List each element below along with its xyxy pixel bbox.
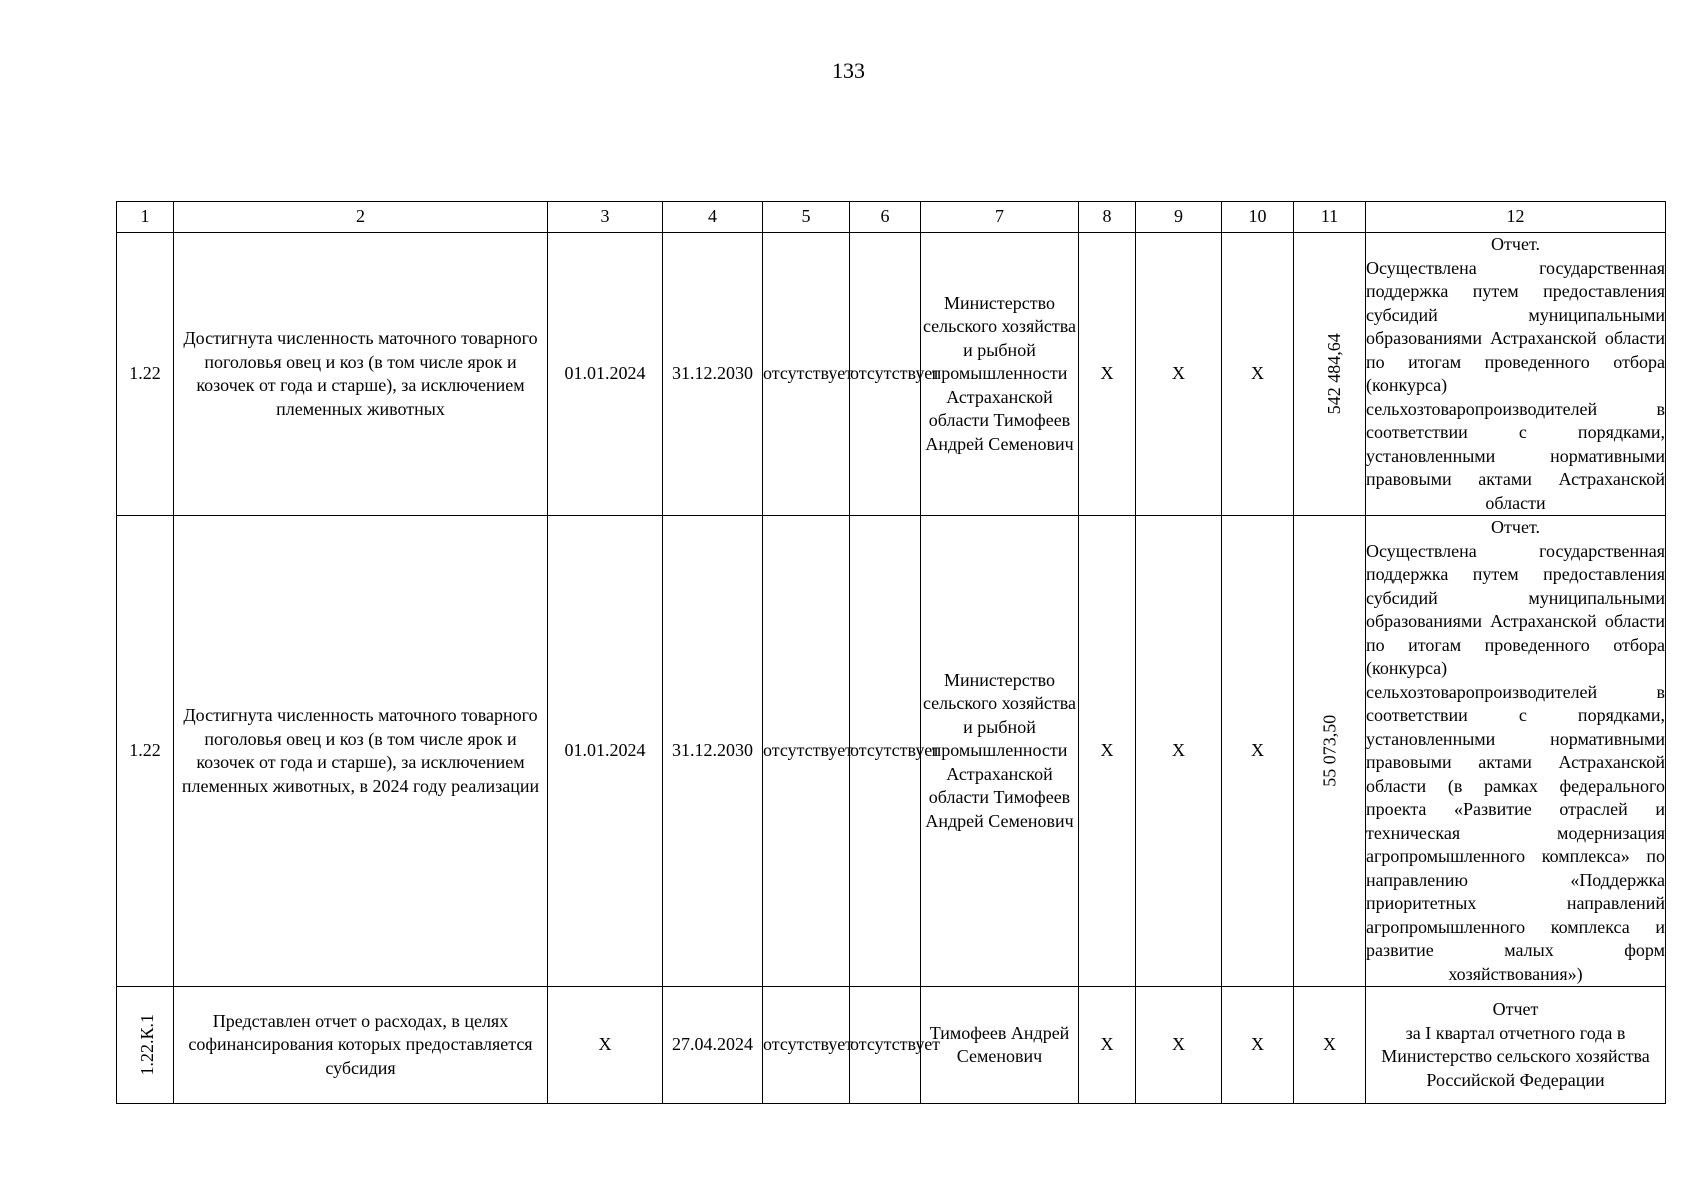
column-header: 12 [1366, 202, 1666, 233]
col5-value: отсутствует [763, 233, 850, 516]
col6-value: отсутствует [850, 987, 921, 1104]
col6-value: отсутствует [850, 233, 921, 516]
column-header: 3 [548, 202, 663, 233]
col8-value: Х [1079, 987, 1136, 1104]
start-date: Х [548, 987, 663, 1104]
start-date: 01.01.2024 [548, 233, 663, 516]
row-number: 1.22 [117, 516, 174, 987]
column-header: 1 [117, 202, 174, 233]
row-description: Достигнута численность маточного товарного поголовья овец и коз (в том числе ярок и козочек от года и старше), за исключением племенных животных, в 2024 году реализации [174, 516, 548, 987]
row-number: 1.22.К.1 [137, 1014, 158, 1076]
row-description: Представлен отчет о расходах, в целях софинансирования которых предоставляется субсидия [174, 987, 548, 1104]
column-header: 11 [1294, 202, 1366, 233]
start-date: 01.01.2024 [548, 516, 663, 987]
report-table [116, 201, 1666, 1104]
column-header: 9 [1136, 202, 1222, 233]
note-cell [1366, 233, 1666, 516]
amount-cell [1294, 233, 1366, 516]
col8-value: Х [1079, 516, 1136, 987]
row-number-cell [117, 987, 174, 1104]
table-row [117, 987, 1666, 1104]
amount: 55 073,50 [1319, 715, 1340, 787]
column-header: 2 [174, 202, 548, 233]
col5-value: отсутствует [763, 987, 850, 1104]
col8-value: Х [1079, 233, 1136, 516]
responsible: Министерство сельского хозяйства и рыбной промышленности Астраханской области Тимофеев Андрей Семенович [921, 233, 1079, 516]
table-row [117, 516, 1666, 987]
note-text: Осуществлена государственная поддержка путем предоставления субсидий муниципальными образованиями Астраханской области по итогам проведенного отбора (конкурса) сельхозтоваропроизводителей в соответствии с порядками, установленными нормативными правовыми актами Астраханской области [1366, 257, 1665, 513]
column-header: 10 [1222, 202, 1294, 233]
col6-value: отсутствует [850, 516, 921, 987]
end-date: 27.04.2024 [663, 987, 763, 1104]
note-title: Отчет. [1491, 234, 1540, 254]
column-header: 6 [850, 202, 921, 233]
column-header: 8 [1079, 202, 1136, 233]
col10-value: Х [1222, 987, 1294, 1104]
note-text: Осуществлена государственная поддержка путем предоставления субсидий муниципальными образованиями Астраханской области по итогам проведенного отбора (конкурса) сельхозтоваропроизводителей в соответствии с порядками, установленными нормативными правовыми актами Астраханской области (в рамках федерального проекта «Развитие отраслей и техническая модернизация агропромышленного комплекса» по направлению «Поддержка приоритетных направлений агропромышленного комплекса и развитие малых форм хозяйствования») [1366, 540, 1665, 984]
row-description: Достигнута численность маточного товарного поголовья овец и коз (в том числе ярок и козочек от года и старше), за исключением племенных животных [174, 233, 548, 516]
col9-value: Х [1136, 987, 1222, 1104]
col10-value: Х [1222, 233, 1294, 516]
responsible: Министерство сельского хозяйства и рыбной промышленности Астраханской области Тимофеев Андрей Семенович [921, 516, 1079, 987]
amount-cell [1294, 516, 1366, 987]
column-header: 5 [763, 202, 850, 233]
note-title: Отчет. [1491, 517, 1540, 537]
amount: 542 484,64 [1323, 333, 1344, 415]
col9-value: Х [1136, 233, 1222, 516]
note-cell [1366, 516, 1666, 987]
col11-value: Х [1294, 987, 1366, 1104]
end-date: 31.12.2030 [663, 516, 763, 987]
col10-value: Х [1222, 516, 1294, 987]
col9-value: Х [1136, 516, 1222, 987]
end-date: 31.12.2030 [663, 233, 763, 516]
column-header: 7 [921, 202, 1079, 233]
table-row [117, 233, 1666, 516]
row-number: 1.22 [117, 233, 174, 516]
page-number: 133 [832, 58, 865, 83]
note-text: за I квартал отчетного года в Министерство сельского хозяйства Российской Федерации [1381, 1022, 1650, 1090]
note-title: Отчет [1492, 999, 1539, 1019]
responsible: Тимофеев Андрей Семенович [921, 987, 1079, 1104]
header-row [117, 202, 1666, 233]
note-cell [1366, 987, 1666, 1104]
column-header: 4 [663, 202, 763, 233]
col5-value: отсутствует [763, 516, 850, 987]
